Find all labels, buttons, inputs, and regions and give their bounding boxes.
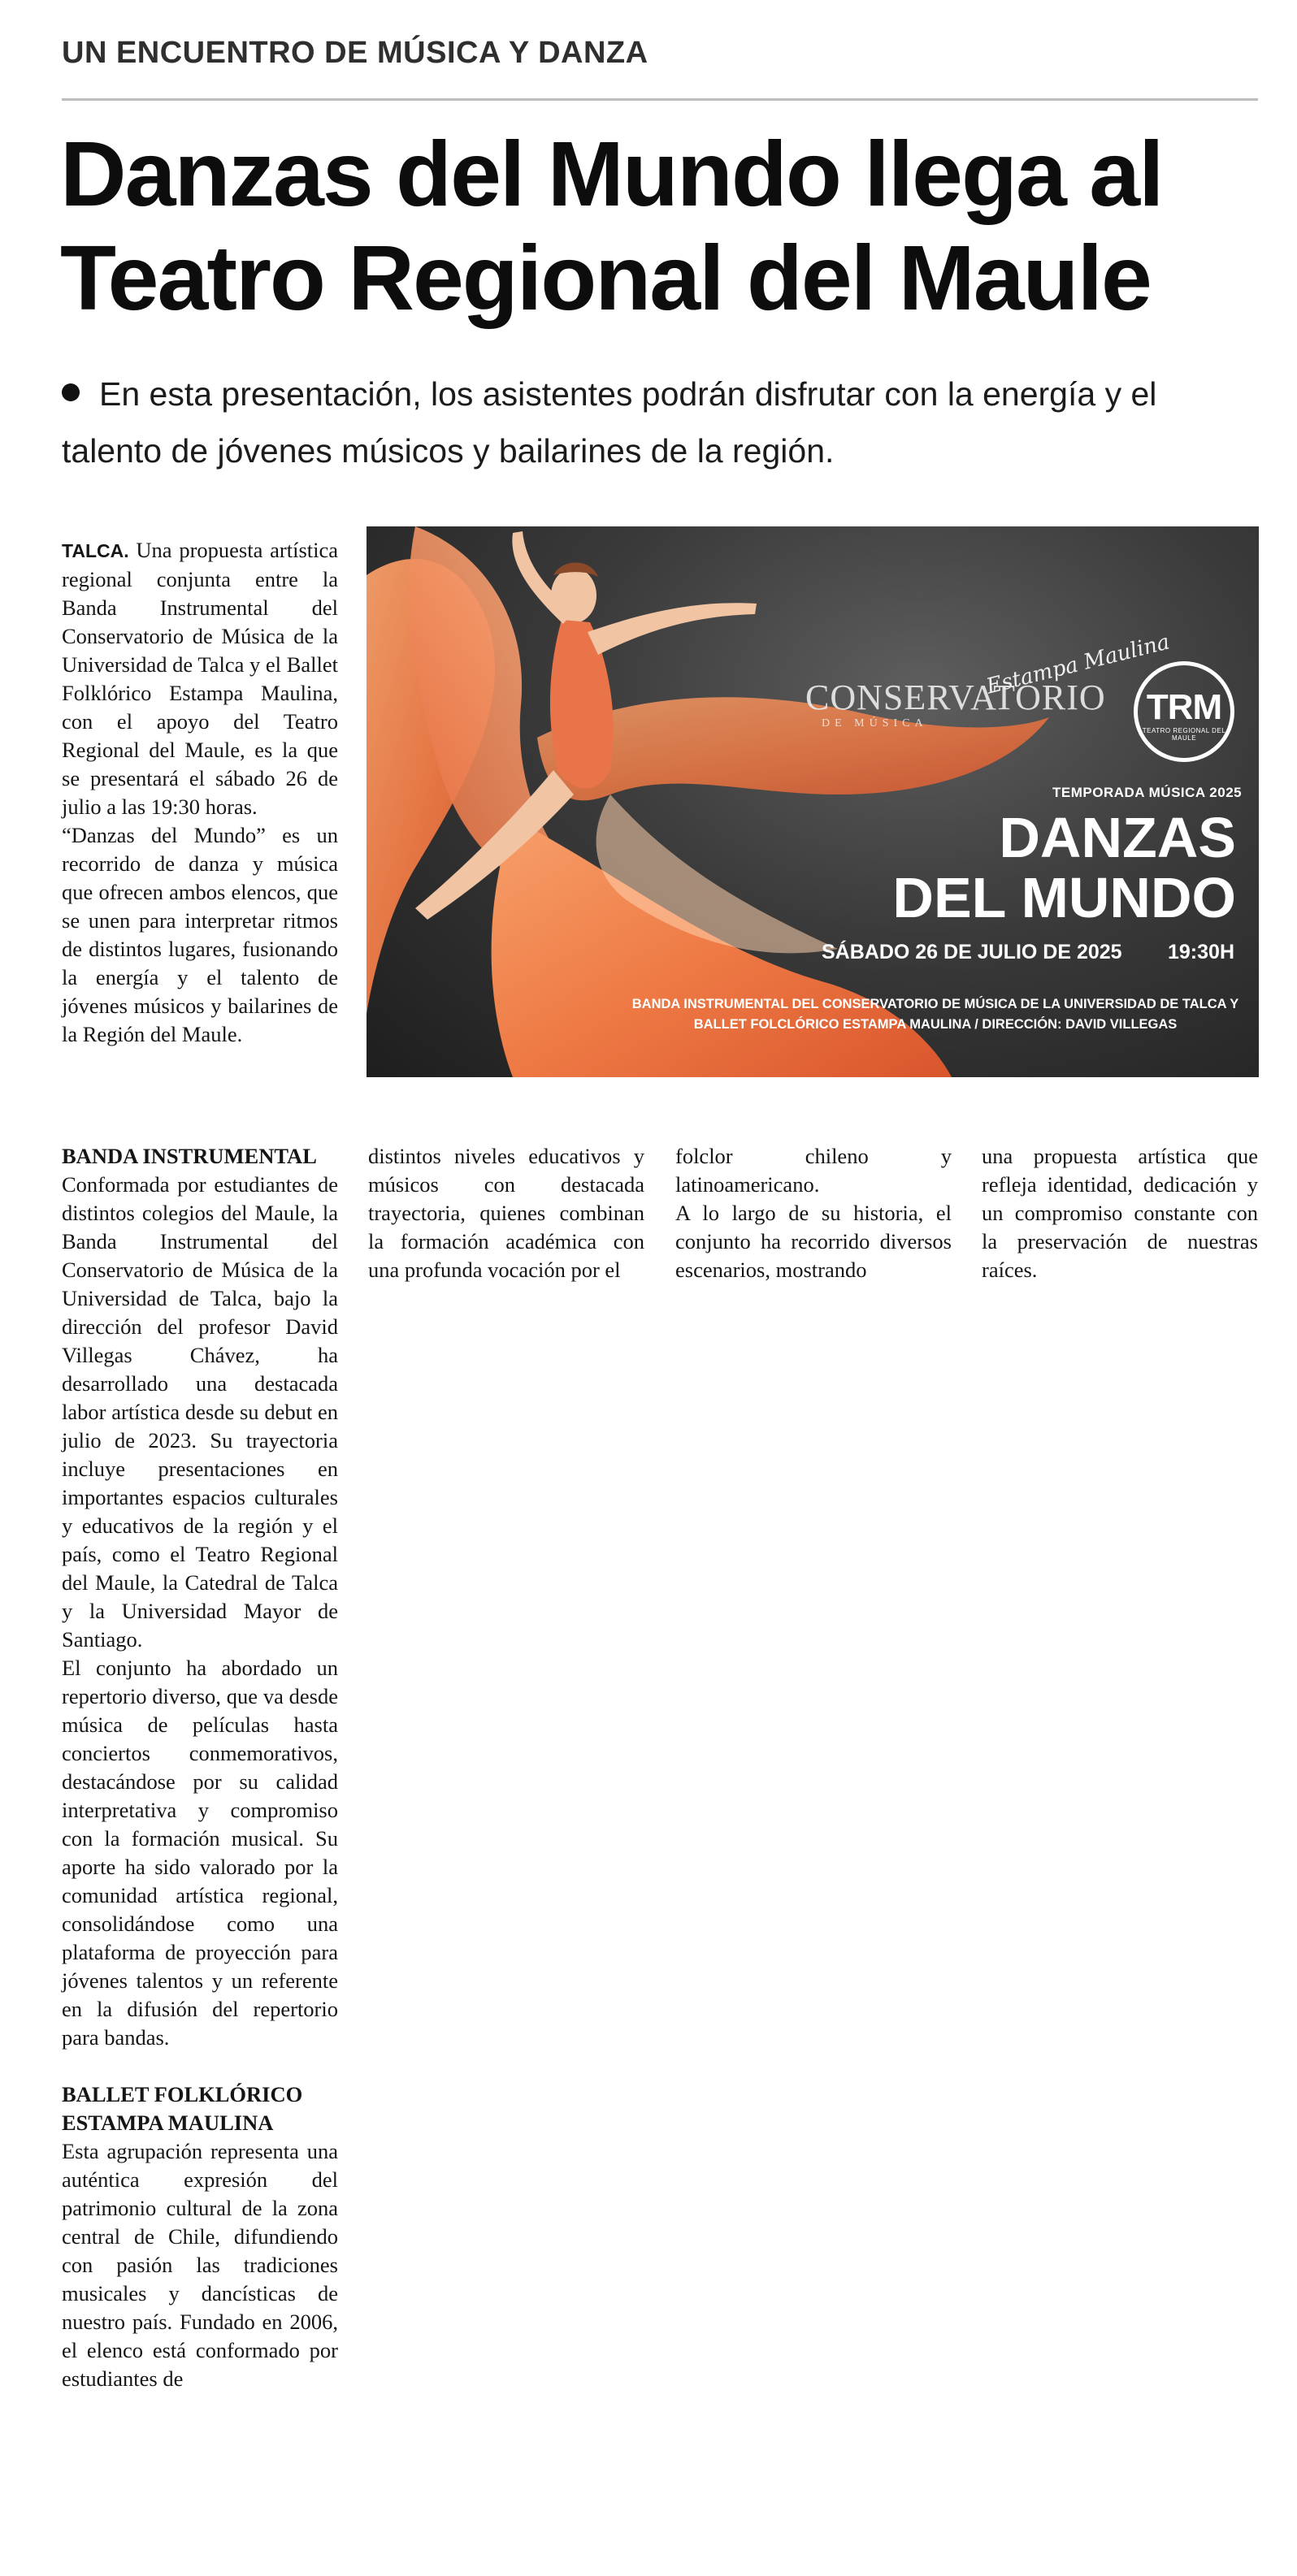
ballet-continuation-col3b: A lo largo de su historia, el conjunto ha recorrido diversos escenarios, mostrando	[675, 1201, 952, 1282]
headline-line-1: Danzas del Mundo llega al	[60, 123, 1163, 225]
conservatorio-logo-text: CONSERVATORIO	[805, 678, 1106, 717]
trm-logo-text: TRM	[1146, 687, 1222, 727]
poster-title	[870, 807, 1236, 928]
conservatorio-logo-sub: DE MÚSICA	[822, 717, 928, 730]
intro-paragraph-2: “Danzas del Mundo” es un recorrido de danza y música que ofrecen ambos elencos, que se unen para interpretar ritmos de distintos lugares, fusionando la energía y el talento de jóvenes músicos y bailarines de la Región del Maule.	[62, 823, 338, 1046]
poster-title-line-2: DEL MUNDO	[892, 866, 1236, 929]
headline	[60, 122, 1263, 330]
section-kicker: UN ENCUENTRO DE MÚSICA Y DANZA	[62, 36, 648, 70]
column-3	[675, 1142, 952, 1284]
subhead	[62, 366, 1256, 479]
banda-paragraph-1: Conformada por estudiantes de distintos colegios del Maule, la Banda Instrumental del Conservatorio de Música de la Universidad de Talca, bajo la dirección del profesor David Villegas Chávez, ha desarrollado una destacada labor artística desde su debut en julio de 2023. Su trayectoria incluye presentaciones en importantes espacios culturales y educativos de la región y el país, como el Teatro Regional del Maule, la Catedral de Talca y la Universidad Mayor de Santiago.	[62, 1172, 338, 1652]
headline-line-2: Teatro Regional del Maule	[60, 227, 1151, 329]
subhead-text: En esta presentación, los asistentes podrán disfrutar con la energía y el talento de jóvenes músicos y bailarines de la región.	[62, 375, 1157, 470]
banda-paragraph-2: El conjunto ha abordado un repertorio diverso, que va desde música de películas hasta conciertos conmemorativos, destacándose por su calidad interpretativa y compromiso con la formación musical. Su aporte ha sido valorado por la comunidad artística regional, consolidándose como una plataforma de proyección para jóvenes talentos y un referente en la difusión del repertorio para bandas.	[62, 1656, 338, 2050]
column-1	[62, 1142, 338, 2393]
poster-credits: BANDA INSTRUMENTAL DEL CONSERVATORIO DE MÚSICA DE LA UNIVERSIDAD DE TALCA Y BALLET FOLCLÓRICO ESTAMPA MAULINA / DIRECCIÓN: DAVID VILLEGAS	[631, 997, 1239, 1032]
intro-paragraph-1	[62, 536, 338, 821]
poster-time: 19:30H	[1168, 941, 1234, 963]
column-2	[368, 1142, 644, 1284]
kicker-divider	[62, 98, 1258, 101]
trm-logo	[1134, 661, 1234, 762]
column-4	[982, 1142, 1258, 1284]
bullet-icon	[62, 383, 80, 401]
ballet-continuation-col4: una propuesta artística que refleja identidad, dedicación y un compromiso constante con la preservación de nuestras raíces.	[982, 1144, 1258, 1282]
ballet-continuation-col2: distintos niveles educativos y músicos con destacada trayectoria, quienes combinan la formación académica con una profunda vocación por el	[368, 1144, 644, 1282]
poster-date: SÁBADO 26 DE JULIO DE 2025	[822, 941, 1122, 963]
intro-text-1: Una propuesta artística regional conjunta entre la Banda Instrumental del Conservatorio de Música de la Universidad de Talca y el Ballet Folklórico Estampa Maulina, con el apoyo del Teatro Regional del Maule, es la que se presentará el sábado 26 de julio a las 19:30 horas.	[62, 538, 339, 819]
ballet-heading: BALLET FOLKLÓRICO ESTAMPA MAULINA	[62, 2082, 303, 2135]
poster-season: TEMPORADA MÚSICA 2025	[1052, 785, 1243, 800]
trm-logo-sub: TEATRO REGIONAL DEL MAULE	[1142, 727, 1226, 742]
event-poster	[367, 526, 1259, 1077]
intro-column	[62, 536, 338, 1049]
section-gap	[62, 2052, 338, 2080]
dateline: TALCA.	[62, 540, 129, 561]
poster-title-line-1: DANZAS	[999, 806, 1236, 869]
ballet-paragraph-1: Esta agrupación representa una auténtica expresión del patrimonio cultural de la zona central de Chile, difundiendo con pasión las tradiciones musicales y dancísticas de nuestro país. Fundado en 2006, el elenco está conformado por estudiantes de	[62, 2139, 338, 2391]
conservatorio-logo	[805, 679, 1106, 731]
estampa-maulina-logo: Estampa Maulina	[983, 630, 1173, 699]
ballet-continuation-col3a: folclor chileno y latinoamericano.	[675, 1144, 952, 1197]
banda-heading: BANDA INSTRUMENTAL	[62, 1144, 317, 1168]
